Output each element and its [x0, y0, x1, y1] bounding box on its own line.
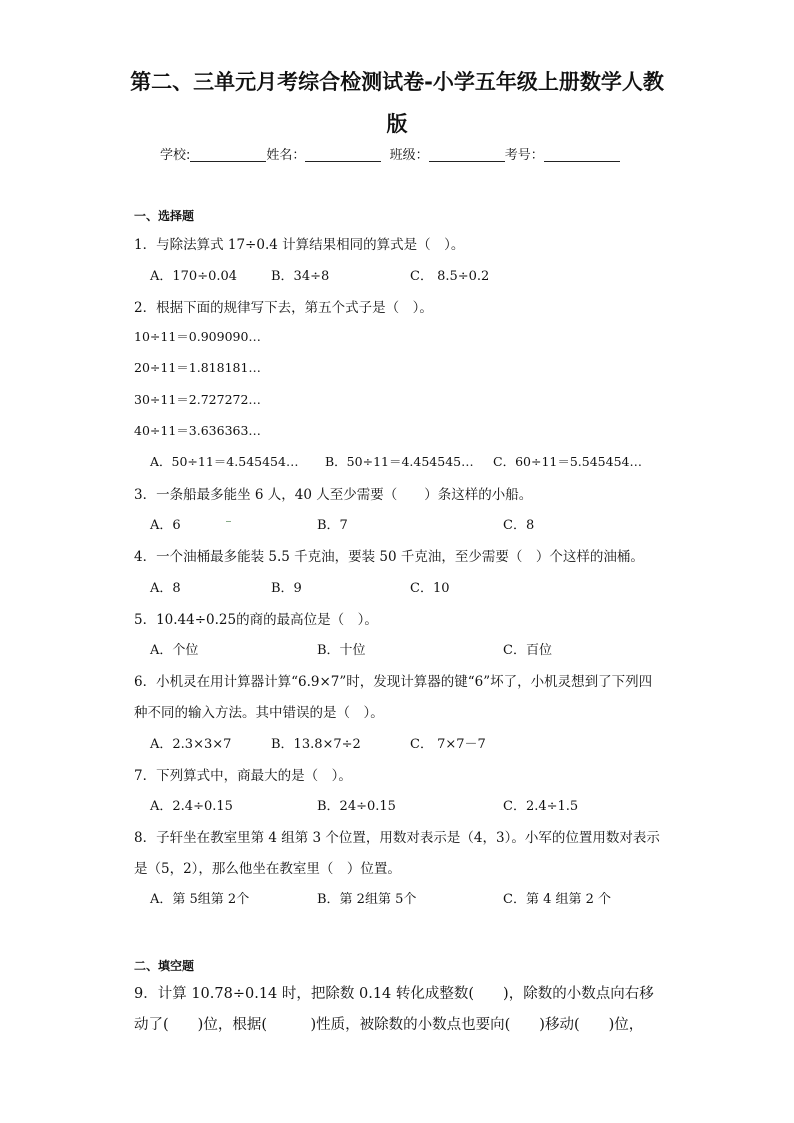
option-b[interactable]: B．7	[317, 518, 348, 533]
option-b[interactable]: B．13.8×7÷2	[271, 737, 361, 752]
option-c[interactable]: C． 7×7－7	[410, 737, 486, 752]
question-stem: 8．子轩坐在教室里第 4 组第 3 个位置，用数对表示是（4，3）。小军的位置用数对表示	[134, 830, 660, 846]
option-c[interactable]: C．2.4÷1.5	[503, 799, 579, 814]
option-a[interactable]: A．个位	[150, 643, 199, 658]
option-c[interactable]: C．60÷11＝5.545454…	[493, 454, 642, 469]
option-b[interactable]: B．十位	[317, 643, 366, 658]
question-stem: 2．根据下面的规律写下去，第五个式子是（ ）。	[134, 300, 433, 316]
title-line-2: 版	[386, 112, 408, 136]
question-stem: 9．计算 10.78÷0.14 时，把除数 0.14 转化成整数( )，除数的小数点向右移	[134, 986, 654, 1002]
title-line-1: 第二、三单元月考综合检测试卷-小学五年级上册数学人教	[130, 70, 664, 94]
question-stem-continued: 是（5，2），那么他坐在教室里（ ）位置。	[134, 861, 401, 877]
question-stem: 4．一个油桶最多能装 5.5 千克油，要装 50 千克油，至少需要（ ）个这样的油桶。	[134, 549, 644, 565]
option-a[interactable]: A．50÷11＝4.545454…	[150, 454, 299, 469]
question-stem: 3．一条船最多能坐 6 人，40 人至少需要（ ）条这样的小船。	[134, 487, 533, 503]
option-c[interactable]: C．8	[503, 518, 535, 533]
question-stem: 7．下列算式中，商最大的是（ ）。	[134, 768, 352, 784]
school-label: 学校:	[160, 148, 191, 163]
option-b[interactable]: B．50÷11＝4.454545…	[325, 454, 474, 469]
question-stem: 5．10.44÷0.25的商的最高位是（ ）。	[134, 612, 378, 628]
option-c[interactable]: C．10	[410, 581, 450, 596]
stray-mark	[226, 521, 231, 522]
pattern-row: 30÷11＝2.727272…	[134, 392, 261, 407]
class-label: 班级：	[389, 148, 429, 163]
question-stem-continued: 动了( )位，根据( )性质，被除数的小数点也要向( )移动( )位，	[134, 1017, 644, 1033]
page-title	[120, 61, 674, 145]
option-c[interactable]: C． 8.5÷0.2	[410, 269, 490, 284]
option-a[interactable]: A．2.3×3×7	[150, 737, 232, 752]
option-c[interactable]: C．百位	[503, 643, 552, 658]
option-a[interactable]: A．第 5组第 2个	[150, 892, 250, 907]
number-blank[interactable]	[544, 147, 620, 162]
option-b[interactable]: B．9	[271, 581, 302, 596]
pattern-row: 40÷11＝3.636363…	[134, 423, 261, 438]
name-blank[interactable]	[305, 147, 381, 162]
option-a[interactable]: A．2.4÷0.15	[150, 799, 233, 814]
option-b[interactable]: B．34÷8	[271, 269, 330, 284]
pattern-row: 20÷11＝1.818181…	[134, 360, 261, 375]
section-heading-choice: 一、选择题	[134, 209, 195, 223]
question-stem: 6．小机灵在用计算器计算“6.9×7”时，发现计算器的键“6”坏了，小机灵想到了下列四	[134, 674, 653, 690]
option-a[interactable]: A．6	[150, 518, 181, 533]
number-label: 考号：	[504, 148, 544, 163]
option-b[interactable]: B．第 2组第 5个	[317, 892, 417, 907]
question-stem: 1．与除法算式 17÷0.4 计算结果相同的算式是（ ）。	[134, 237, 465, 253]
school-blank[interactable]	[190, 147, 266, 162]
option-a[interactable]: A．8	[150, 581, 181, 596]
student-info	[160, 144, 620, 163]
option-a[interactable]: A．170÷0.04	[150, 269, 238, 284]
section-heading-fill: 二、填空题	[134, 959, 195, 973]
class-blank[interactable]	[429, 147, 505, 162]
name-label: 姓名：	[266, 148, 306, 163]
option-c[interactable]: C．第 4 组第 2 个	[503, 892, 612, 907]
pattern-row: 10÷11＝0.909090…	[134, 329, 261, 344]
question-stem-continued: 种不同的输入方法。其中错误的是（ ）。	[134, 705, 384, 721]
option-b[interactable]: B．24÷0.15	[317, 799, 396, 814]
